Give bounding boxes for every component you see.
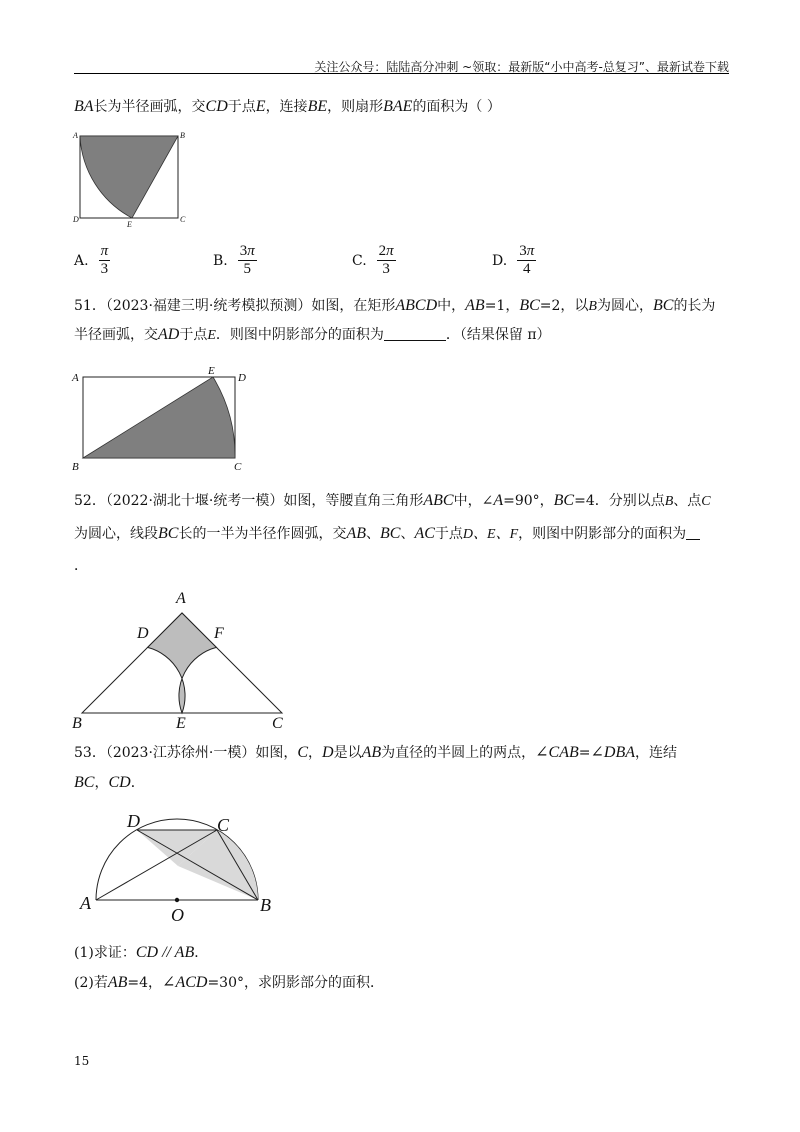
q50-figure	[72, 128, 192, 232]
q50-label-a: A	[73, 131, 78, 140]
q52-label-b: B	[72, 715, 82, 730]
q51-label-d: D	[238, 372, 246, 384]
q52-label-d: D	[137, 625, 149, 642]
q50-label-b: B	[180, 131, 185, 140]
q51-answer-blank[interactable]	[384, 326, 446, 341]
q52-label-f: F	[214, 625, 224, 642]
q52-answer-blank[interactable]	[686, 525, 700, 540]
q50-choice-d: D. $\frac{3\pi}{4}$	[492, 243, 535, 277]
q52-stem-line2: 为圆心，线段BC长的一半为半径作圆弧，交AB、BC、AC于点D、E、F，则图中阴影部分的面积为	[74, 524, 700, 545]
q53-stem-line2: BC，CD．	[74, 774, 145, 791]
q52-figure	[66, 585, 298, 730]
q51-figure	[68, 362, 258, 474]
q52-shaded-region	[148, 613, 217, 713]
q50-choice-b: B. $\frac{3\pi}{5}$	[213, 243, 255, 277]
q53-label-d: D	[127, 811, 140, 831]
q52-label-e: E	[176, 715, 186, 730]
q50-choice-a: A. $\frac{\pi}{3}$	[74, 243, 109, 277]
q53-part1: (1)求证：CD // AB．	[74, 944, 209, 961]
header-rule	[74, 73, 729, 74]
q53-label-a: A	[80, 893, 91, 913]
q52-label-c: C	[272, 715, 283, 730]
q51-shaded-region	[83, 377, 235, 458]
q50-label-d: D	[73, 215, 79, 224]
q52-label-a: A	[176, 590, 186, 607]
page-number: 15	[74, 1054, 90, 1068]
q51-label-b: B	[72, 461, 79, 473]
page-header: 关注公众号：陆陆高分冲刺 ~领取：最新版“小中高考-总复习”、最新试卷下载	[314, 60, 729, 74]
q53-stem-line1: 53．（2023·江苏徐州·一模）如图，C，D是以AB为直径的半圆上的两点，∠CAB=∠DBA，连结	[74, 744, 678, 761]
q50-label-c: C	[180, 215, 186, 224]
q53-label-c: C	[217, 815, 230, 835]
q51-label-a: A	[72, 372, 79, 384]
q53-part2: (2)若AB=4，∠ACD=30°，求阴影部分的面积．	[74, 974, 384, 991]
q53-figure	[74, 805, 284, 927]
q53-center-point	[175, 898, 179, 902]
q50-choice-c: C. $\frac{2\pi}{3}$	[352, 243, 394, 277]
q52-stem-line3: ．	[74, 558, 88, 574]
q53-label-o: O	[171, 905, 184, 925]
q51-stem-line2: 半径画弧，交AD于点E．则图中阴影部分的面积为 ．（结果保留 π）	[74, 326, 551, 343]
q51-label-e: E	[208, 365, 215, 377]
q50-shaded-sector	[80, 136, 178, 218]
q51-stem-line1: 51．（2023·福建三明·统考模拟预测）如图，在矩形ABCD中，AB=1，BC=2，以B为圆心，BC的长为	[74, 297, 716, 314]
q50-label-e: E	[127, 220, 132, 229]
q53-label-b: B	[260, 895, 271, 915]
q52-stem-line1: 52．（2022·湖北十堰·统考一模）如图，等腰直角三角形ABC中，∠A=90°，BC=4．分别以点B、点C	[74, 492, 711, 509]
q50-stem: BA长为半径画弧，交CD于点E，连接BE，则扇形BAE的面积为（ ）	[74, 98, 501, 115]
q51-label-c: C	[234, 461, 242, 473]
